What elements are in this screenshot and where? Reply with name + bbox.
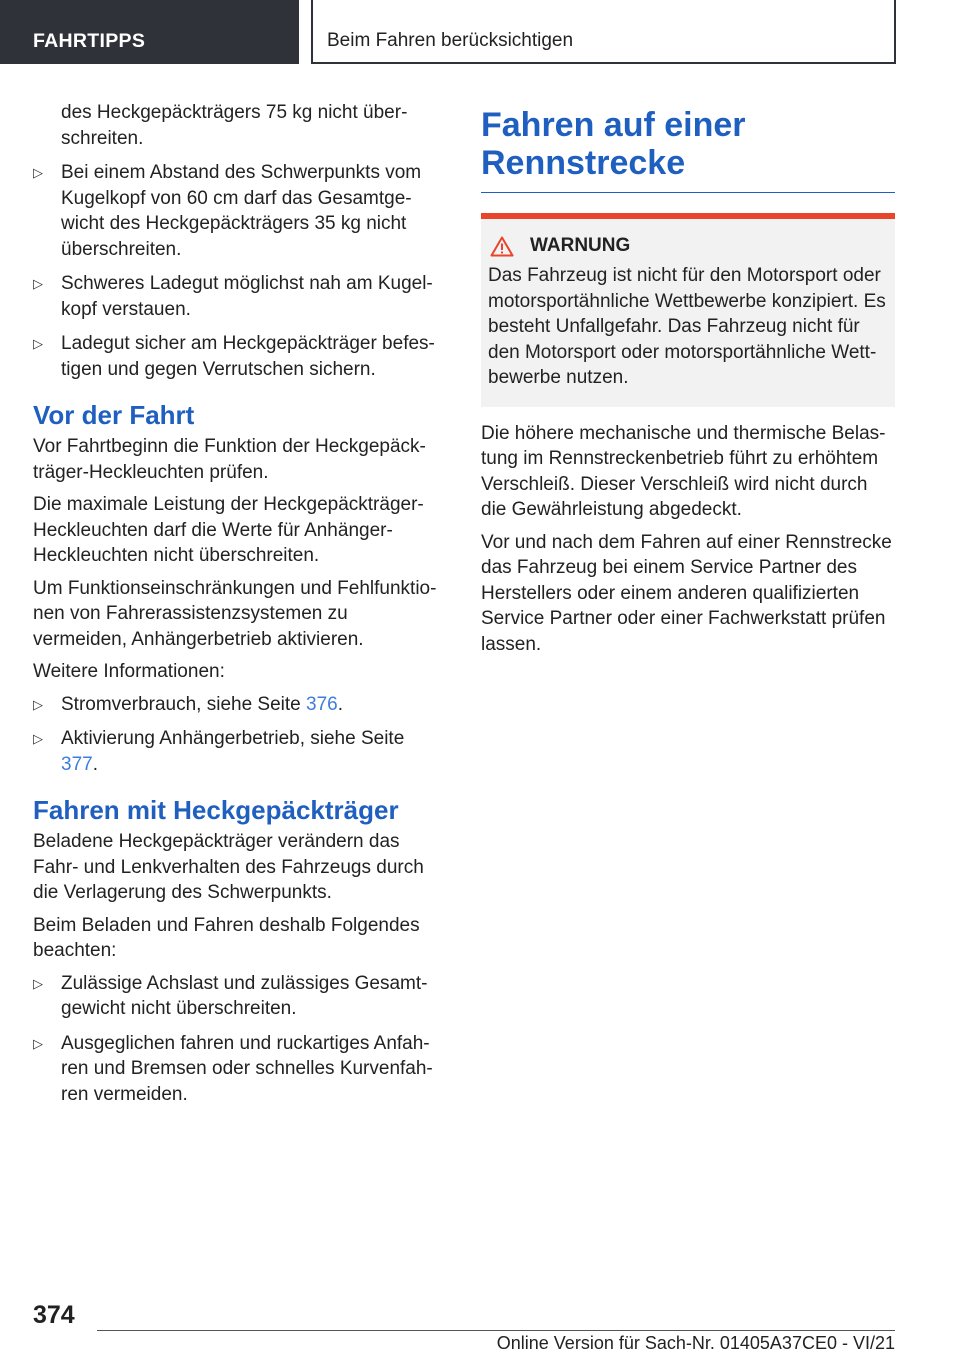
- list-item: ▷ Bei einem Abstand des Schwerpunkts vom Kugelkopf von 60 cm darf das Gesamtge‐wicht des Heckgepäckträgers 35 kg nicht überschreiten.: [33, 162, 422, 260]
- warning-text: Das Fahrzeug ist nicht für den Motorsport oder motorsportähnliche Wettbewerbe konzipiert. Es besteht Unfallgefahr. Das Fahrzeug nicht für den Motorsport oder motorsportähnliche Wett‐bewerbe nutzen.: [488, 265, 886, 388]
- bullet-list-references: [33, 692, 445, 778]
- paragraph: Die maximale Leistung der Heckgepäckträger-Heckleuchten darf die Werte für Anhänger-Heckleuchten nicht überschreiten.: [33, 494, 424, 566]
- header-section-title: FAHRTIPPS: [33, 30, 146, 52]
- paragraph: Weitere Informationen:: [33, 661, 225, 682]
- page-link-376[interactable]: 376: [306, 693, 338, 715]
- list-item: ▷ Ausgeglichen fahren und ruckartiges Anfah‐ren und Bremsen oder schnelles Kurvenfah‐ren vermeiden.: [33, 1032, 433, 1105]
- paragraph: Beladene Heckgepäckträger verändern das Fahr- und Lenkverhalten des Fahrzeugs durch die Verlagerung des Schwerpunkts.: [33, 831, 424, 903]
- warning-title: WARNUNG: [530, 235, 631, 256]
- page-link-377[interactable]: 377: [61, 753, 93, 775]
- page-number: 374: [33, 1301, 75, 1329]
- triangle-right-outline-icon: ▷: [33, 696, 43, 712]
- paragraph: Die höhere mechanische und thermische Belas‐tung im Rennstreckenbetrieb führt zu erhöhtem Verschleiß. Dieser Verschleiß wird nicht durch die Gewährleistung abgedeckt.: [481, 422, 886, 520]
- list-item: ▷ Stromverbrauch, siehe Seite 376.: [33, 692, 445, 718]
- header-chapter-title: Beim Fahren berücksichtigen: [327, 30, 574, 51]
- triangle-right-outline-icon: ▷: [33, 975, 43, 991]
- footer-version: Online Version für Sach-Nr. 01405A37CE0 - VI/21: [496, 1333, 895, 1353]
- header-section-tab: [0, 0, 299, 64]
- paragraph: Um Funktionseinschränkungen und Fehlfunktio‐nen von Fahrerassistenzsystemen zu vermeiden, Anhängerbetrieb aktivieren.: [33, 577, 437, 650]
- footer-divider: [97, 1330, 895, 1331]
- triangle-right-outline-icon: ▷: [33, 276, 43, 291]
- warning-box: [481, 213, 895, 407]
- paragraph: Beim Beladen und Fahren deshalb Folgendes beachten:: [33, 914, 420, 961]
- heading-divider: [481, 192, 895, 193]
- header-chapter-box: [311, 0, 896, 64]
- warning-triangle-icon: [490, 236, 514, 257]
- triangle-right-outline-icon: ▷: [33, 731, 43, 746]
- heading-fahren-auf-einer-rennstrecke: Fahren auf einer Rennstrecke: [481, 106, 746, 182]
- continued-bullet-text: des Heckgepäckträgers 75 kg nicht über‐schreiten.: [61, 102, 408, 149]
- warning-header: [488, 235, 888, 257]
- list-item: ▷ Ladegut sicher am Heckgepäckträger befes‐tigen und gegen Verrutschen sichern.: [33, 333, 435, 380]
- list-item: ▷ Aktivierung Anhängerbetrieb, siehe Seite 377.: [33, 728, 405, 775]
- bullet-list-driving: [33, 971, 445, 1108]
- left-column: [33, 100, 445, 1116]
- right-column: [481, 106, 895, 664]
- paragraph: Vor Fahrtbeginn die Funktion der Heckgepäck‐träger-Heckleuchten prüfen.: [33, 436, 426, 483]
- list-item: ▷ Zulässige Achslast und zulässiges Gesamt‐gewicht nicht überschreiten.: [33, 972, 428, 1019]
- triangle-right-outline-icon: ▷: [33, 336, 43, 351]
- triangle-right-outline-icon: ▷: [33, 165, 43, 180]
- heading-vor-der-fahrt: Vor der Fahrt: [33, 400, 195, 430]
- triangle-right-outline-icon: ▷: [33, 1035, 43, 1051]
- heading-fahren-mit-heckgepaecktraeger: Fahren mit Heckgepäckträger: [33, 795, 399, 825]
- list-item: ▷ Schweres Ladegut möglichst nah am Kugel‐kopf verstauen.: [33, 273, 433, 320]
- paragraph: Vor und nach dem Fahren auf einer Rennstrecke das Fahrzeug bei einem Service Partner des Herstellers oder einem anderen qualifizierten Service Partner oder einer Fachwerkstatt prüfen lassen.: [481, 531, 892, 655]
- bullet-list-load: [33, 160, 445, 382]
